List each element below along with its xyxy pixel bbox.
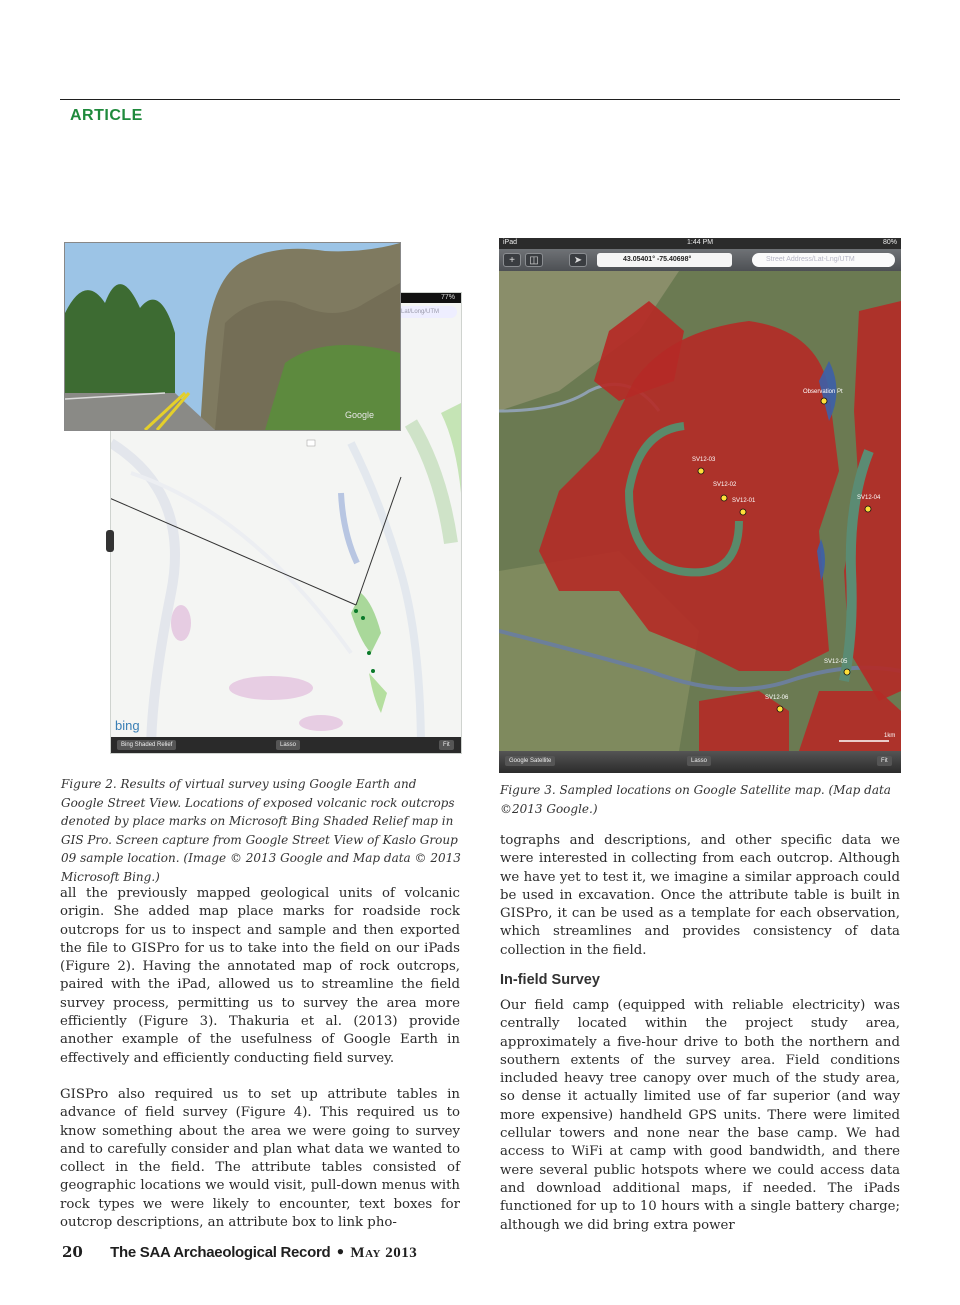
battery-label: 80% [882, 239, 897, 246]
street-view-scene [65, 243, 400, 430]
place-label: Observation Pt [803, 389, 843, 395]
battery-label: 77% [440, 294, 455, 301]
sample-label: SV12-04 [857, 495, 881, 501]
ipad-status-bar [499, 238, 901, 248]
figure-2 [62, 242, 462, 757]
body-paragraph: all the previously mapped geological units of volcanic origin. She added map place marks for roadside rock outcrops for us to inspect and sample and then exported the file to GISPro for us to take into the field on our iPads (Figure 2). Having the annotated map of rock outcrops, paired with the iPad, allowed us to streamline the field survey process, permitting us to survey the area more efficiently (Figure 3). Thakuria et al. (2013) provide another example of the usefulness of Google Earth in effectively and efficiently conducting field survey. [60, 886, 460, 1066]
map-top-toolbar [499, 249, 901, 271]
clock-label: 1:44 PM [687, 239, 714, 246]
street-view-photo [64, 242, 401, 431]
satellite-map [499, 271, 901, 751]
sample-label: SV12-01 [732, 498, 756, 504]
lasso-button[interactable]: Lasso [687, 756, 711, 766]
page-footer [62, 1243, 417, 1262]
header-rule [60, 99, 900, 100]
body-paragraph: GISPro also required us to set up attribute tables in advance of field survey (Figure 4). This required us to know something about the area we were going to survey and to carefully consider and plan what data we wanted to collect in the field. The attribute tables consisted of geographic locations we would visit, pull-down menus with rock types we were likely to encounter, text boxes for outcrop descriptions, an attribute box to link pho- [60, 1086, 460, 1231]
basemap-button[interactable]: Google Satellite [505, 756, 555, 766]
scale-label: 1km [884, 733, 896, 739]
panel-drag-handle[interactable] [106, 530, 114, 552]
sample-label: SV12-03 [692, 457, 716, 463]
device-label: iPad [503, 239, 518, 246]
fit-button[interactable]: Fit [877, 756, 892, 766]
body-paragraph: Our field camp (equipped with reliable electricity) was centrally located within the project study area, approximately a five-hour drive to both the northern and southern extents of the survey area. Field conditions included heavy tree canopy over much of the study area, so dense it actually limited use of far superior (and way more expensive) handheld GPS units. There were limited cellular towers and none near the base camp. We had access to WiFi at camp with good bandwidth, and there were several public hotspots where we could access data and download additional maps, if needed. The iPads functioned for up to 10 hours with a single battery charge; although we did bring extra power [500, 998, 900, 1233]
figure-3-caption: Figure 3. Sampled locations on Google Satellite map. (Map data ©2013 Google.) [500, 783, 891, 816]
body-paragraph: tographs and descriptions, and other specific data we were interested in collecting from each outcrop. Although we have yet to test it, we imagine a similar approach could be used in excavation. Once the attribute table is built in GISPro, it can be used as a template for each observation, which streamlines and provides consistency of data collection in the field. [500, 833, 900, 958]
right-column-top [500, 832, 900, 960]
issue-date: May 2013 [350, 1245, 418, 1261]
page-number: 20 [62, 1243, 83, 1261]
map-bottom-toolbar [499, 751, 901, 773]
layers-icon[interactable]: ◫ [525, 253, 543, 267]
add-icon[interactable]: + [503, 253, 521, 267]
bing-logo: bing [115, 718, 140, 733]
figure-2-caption: Figure 2. Results of virtual survey using Google Earth and Google Street View. Locations of exposed volcanic rock outcrops denoted by place marks on Microsoft Bing Shaded Relief map in GIS Pro. Screen capture from Google Street View of Kaslo Group 09 sample location. (Image © 2013 Google and Map data © 2013 Microsoft Bing.) [61, 777, 461, 884]
search-input[interactable]: Street Address/Lat-Lng/UTM [752, 253, 895, 267]
street-view-credit: Google [345, 410, 375, 420]
right-column-bottom [500, 997, 900, 1235]
locate-icon[interactable]: ➤ [569, 253, 587, 267]
left-column [60, 885, 460, 1232]
sample-label: SV12-06 [765, 695, 789, 701]
publication-title: The SAA Archaeological Record [110, 1244, 331, 1261]
figure-3 [499, 238, 901, 773]
sample-label: SV12-02 [713, 482, 737, 488]
section-subhead: In-field Survey [500, 972, 600, 988]
basemap-button[interactable]: Bing Shaded Relief [117, 740, 176, 750]
satellite-map-graphic [499, 271, 901, 751]
sample-label: SV12-05 [824, 659, 848, 665]
footer-separator: • [335, 1243, 346, 1261]
fit-button[interactable]: Fit [439, 740, 454, 750]
section-label: ARTICLE [70, 107, 143, 124]
search-input[interactable]: Lat/Long/UTM [397, 306, 457, 318]
coordinate-readout[interactable]: 43.05401° -75.40698° [597, 253, 732, 267]
map-toolbar [111, 737, 461, 753]
lasso-button[interactable]: Lasso [276, 740, 300, 750]
